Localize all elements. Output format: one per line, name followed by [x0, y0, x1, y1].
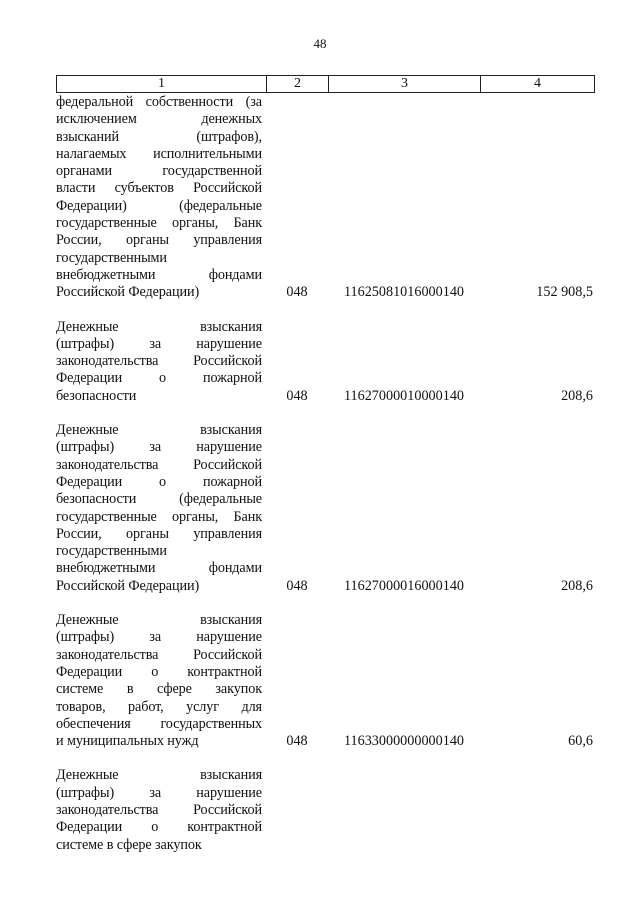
admin-code-cell: 048 [286, 284, 308, 301]
description-line: Денежные взыскания [56, 422, 262, 439]
admin-code-cell: 048 [286, 733, 308, 750]
admin-code-cell: 048 [286, 387, 308, 404]
amount-cell: 152 908,5 [536, 284, 593, 301]
amount-cell: 208,6 [561, 387, 593, 404]
description-line: государственные органы, Банк [56, 215, 262, 232]
description-line: и муниципальных нужд [56, 733, 199, 750]
description-line: (штрафы) за нарушение [56, 629, 262, 646]
description-line: органами государственной [56, 163, 262, 180]
description-line: безопасности (федеральные [56, 491, 262, 508]
table-row [56, 319, 595, 405]
header-col-2: 2 [267, 76, 329, 92]
kbk-code-cell: 11625081016000140 [343, 284, 465, 301]
description-line: системе в сфере закупок [56, 681, 262, 698]
description-line: законодательства Российской [56, 646, 262, 663]
description-line: Российской Федерации) [56, 284, 200, 301]
description-cell [56, 94, 262, 302]
table-row [56, 612, 595, 750]
description-line: Денежные взыскания [56, 767, 262, 784]
table-row [56, 94, 595, 302]
description-cell [56, 319, 262, 405]
description-line: внебюджетными фондами [56, 266, 262, 283]
description-line: России, органы управления [56, 525, 262, 542]
description-cell [56, 422, 262, 595]
description-line: взысканий (штрафов), [56, 128, 262, 145]
description-line: государственные органы, Банк [56, 508, 262, 525]
description-line: обеспечения государственных [56, 715, 262, 732]
description-line: Федерации о контрактной [56, 663, 262, 680]
description-line: безопасности [56, 387, 137, 404]
kbk-code-cell: 11633000000000140 [343, 733, 465, 750]
description-line: Денежные взыскания [56, 612, 262, 629]
description-line: власти субъектов Российской [56, 180, 262, 197]
amount-cell: 208,6 [561, 577, 593, 594]
kbk-code-cell: 11627000016000140 [343, 577, 465, 594]
description-line: внебюджетными фондами [56, 560, 262, 577]
header-col-4: 4 [534, 76, 541, 91]
description-line: товаров, работ, услуг для [56, 698, 262, 715]
header-col-3: 3 [329, 76, 481, 92]
description-cell [56, 767, 262, 853]
description-line: системе в сфере закупок [56, 836, 202, 853]
table-body [56, 94, 595, 854]
description-line: федеральной собственности (за [56, 94, 262, 110]
kbk-code-cell: 11627000010000140 [343, 387, 465, 404]
description-line: государственными [56, 249, 167, 266]
table-row [56, 422, 595, 595]
description-line: Федерации о пожарной [56, 370, 262, 387]
description-line: законодательства Российской [56, 456, 262, 473]
description-line: Федерации о контрактной [56, 819, 262, 836]
header-col-1: 1 [57, 76, 267, 92]
description-line: Федерации) (федеральные [56, 197, 262, 214]
description-cell [56, 612, 262, 750]
description-line: Российской Федерации) [56, 577, 200, 594]
description-line: исключением денежных [56, 111, 262, 128]
description-line: Федерации о пожарной [56, 473, 262, 490]
table-row [56, 767, 595, 853]
description-line: законодательства Российской [56, 801, 262, 818]
description-line: России, органы управления [56, 232, 262, 249]
amount-cell: 60,6 [568, 733, 593, 750]
description-line: налагаемых исполнительными [56, 145, 262, 162]
table-header [56, 75, 595, 93]
description-line: (штрафы) за нарушение [56, 784, 262, 801]
page-number: 48 [313, 36, 327, 51]
description-line: (штрафы) за нарушение [56, 439, 262, 456]
description-line: законодательства Российской [56, 353, 262, 370]
admin-code-cell: 048 [286, 577, 308, 594]
description-line: Денежные взыскания [56, 318, 262, 335]
description-line: (штрафы) за нарушение [56, 335, 262, 352]
description-line: государственными [56, 543, 167, 560]
